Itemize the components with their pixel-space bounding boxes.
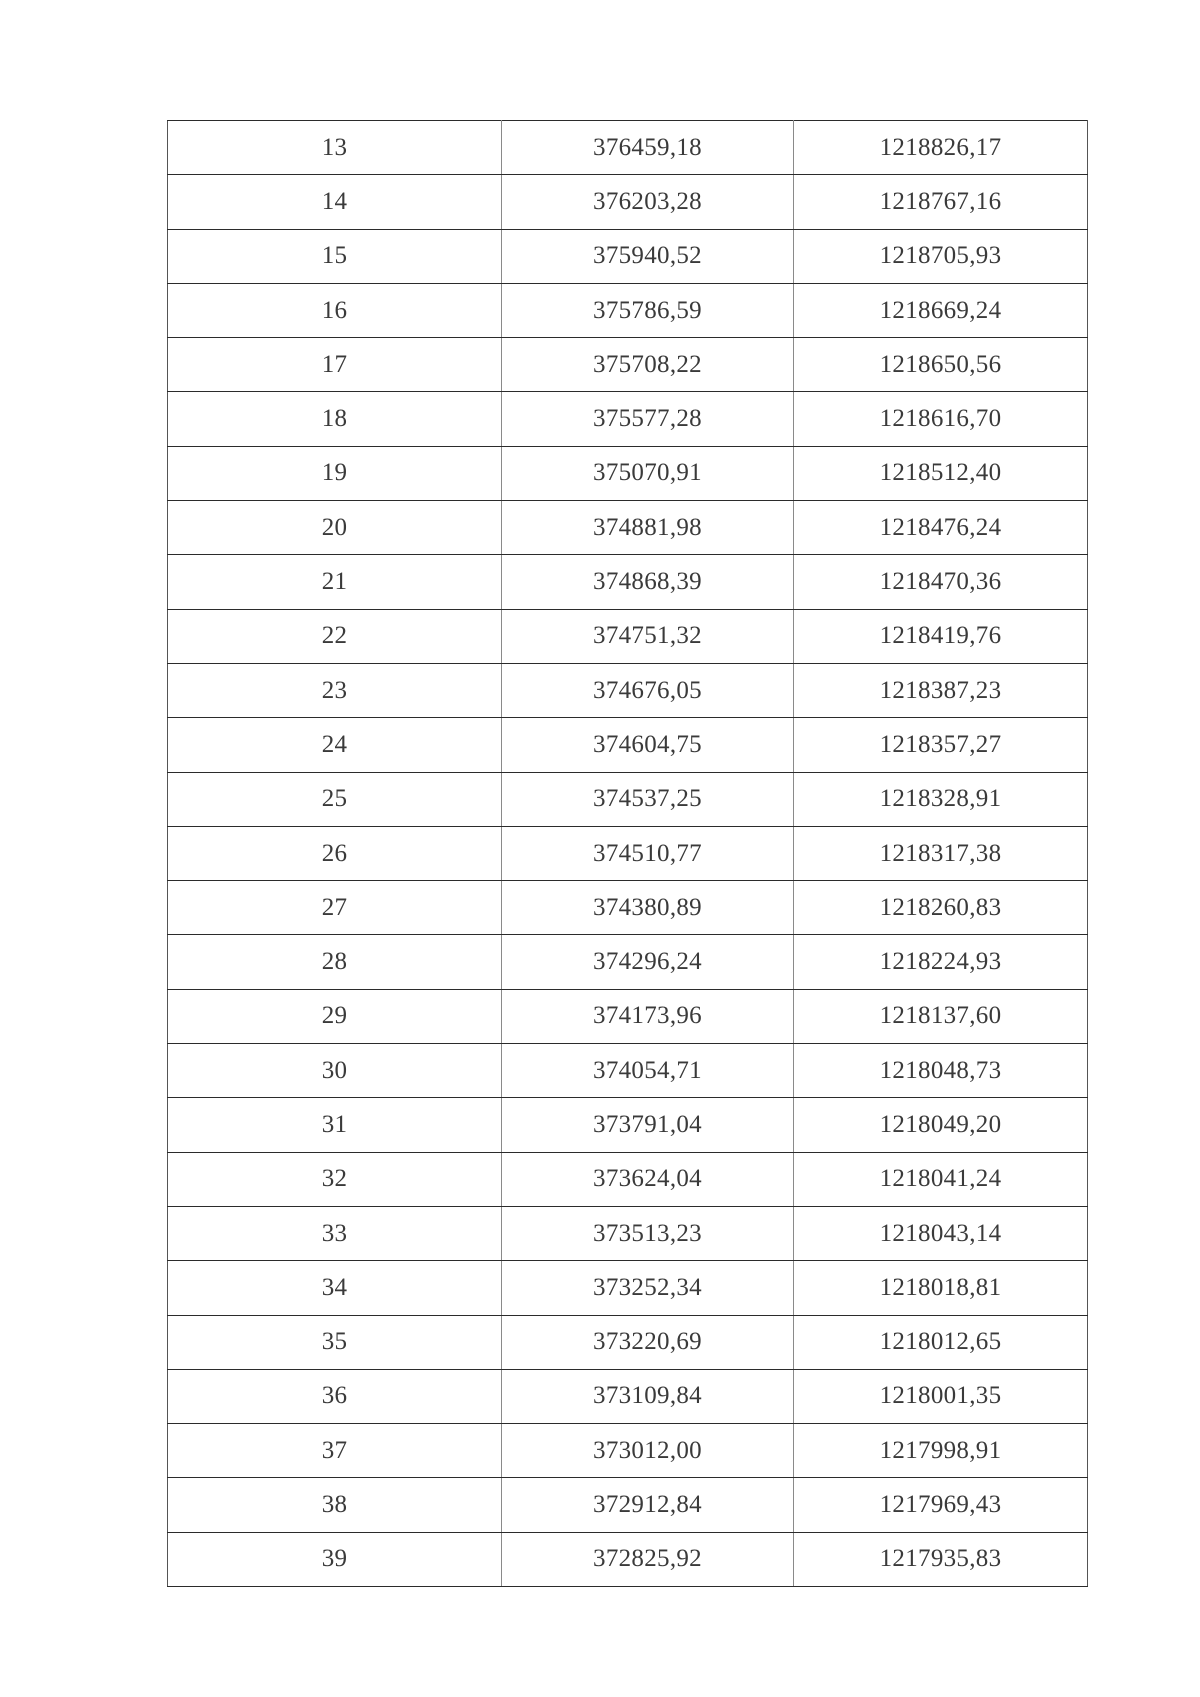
point-number-cell: 17 xyxy=(168,338,502,392)
table-row xyxy=(168,1369,1088,1423)
table-row xyxy=(168,338,1088,392)
table-row xyxy=(168,1152,1088,1206)
x-coordinate-cell: 376459,18 xyxy=(502,121,794,175)
table-row xyxy=(168,826,1088,880)
point-number-cell: 19 xyxy=(168,446,502,500)
y-coordinate-cell: 1218387,23 xyxy=(794,663,1088,717)
x-coordinate-cell: 374173,96 xyxy=(502,989,794,1043)
x-coordinate-cell: 374054,71 xyxy=(502,1044,794,1098)
point-number-cell: 30 xyxy=(168,1044,502,1098)
y-coordinate-cell: 1218616,70 xyxy=(794,392,1088,446)
coordinates-table-body xyxy=(168,121,1088,1587)
table-row xyxy=(168,446,1088,500)
point-number-cell: 33 xyxy=(168,1206,502,1260)
y-coordinate-cell: 1218419,76 xyxy=(794,609,1088,663)
table-row xyxy=(168,989,1088,1043)
point-number-cell: 35 xyxy=(168,1315,502,1369)
x-coordinate-cell: 373252,34 xyxy=(502,1261,794,1315)
point-number-cell: 34 xyxy=(168,1261,502,1315)
table-row xyxy=(168,1206,1088,1260)
y-coordinate-cell: 1218328,91 xyxy=(794,772,1088,826)
table-row xyxy=(168,283,1088,337)
point-number-cell: 32 xyxy=(168,1152,502,1206)
y-coordinate-cell: 1218476,24 xyxy=(794,501,1088,555)
x-coordinate-cell: 373791,04 xyxy=(502,1098,794,1152)
y-coordinate-cell: 1218001,35 xyxy=(794,1369,1088,1423)
x-coordinate-cell: 373012,00 xyxy=(502,1424,794,1478)
y-coordinate-cell: 1218357,27 xyxy=(794,718,1088,772)
x-coordinate-cell: 374380,89 xyxy=(502,881,794,935)
table-row xyxy=(168,121,1088,175)
y-coordinate-cell: 1218260,83 xyxy=(794,881,1088,935)
point-number-cell: 22 xyxy=(168,609,502,663)
y-coordinate-cell: 1218137,60 xyxy=(794,989,1088,1043)
y-coordinate-cell: 1218705,93 xyxy=(794,229,1088,283)
point-number-cell: 24 xyxy=(168,718,502,772)
x-coordinate-cell: 374537,25 xyxy=(502,772,794,826)
point-number-cell: 39 xyxy=(168,1532,502,1586)
y-coordinate-cell: 1218018,81 xyxy=(794,1261,1088,1315)
x-coordinate-cell: 375940,52 xyxy=(502,229,794,283)
x-coordinate-cell: 374510,77 xyxy=(502,826,794,880)
table-row xyxy=(168,501,1088,555)
table-row xyxy=(168,663,1088,717)
table-row xyxy=(168,935,1088,989)
table-row xyxy=(168,555,1088,609)
point-number-cell: 18 xyxy=(168,392,502,446)
x-coordinate-cell: 374296,24 xyxy=(502,935,794,989)
point-number-cell: 14 xyxy=(168,175,502,229)
point-number-cell: 27 xyxy=(168,881,502,935)
table-row xyxy=(168,175,1088,229)
x-coordinate-cell: 373624,04 xyxy=(502,1152,794,1206)
x-coordinate-cell: 374751,32 xyxy=(502,609,794,663)
y-coordinate-cell: 1218224,93 xyxy=(794,935,1088,989)
point-number-cell: 26 xyxy=(168,826,502,880)
y-coordinate-cell: 1218049,20 xyxy=(794,1098,1088,1152)
point-number-cell: 29 xyxy=(168,989,502,1043)
y-coordinate-cell: 1218043,14 xyxy=(794,1206,1088,1260)
table-row xyxy=(168,1261,1088,1315)
table-row xyxy=(168,718,1088,772)
x-coordinate-cell: 374604,75 xyxy=(502,718,794,772)
x-coordinate-cell: 374868,39 xyxy=(502,555,794,609)
x-coordinate-cell: 372825,92 xyxy=(502,1532,794,1586)
x-coordinate-cell: 373513,23 xyxy=(502,1206,794,1260)
table-row xyxy=(168,1044,1088,1098)
table-row xyxy=(168,881,1088,935)
table-row xyxy=(168,229,1088,283)
y-coordinate-cell: 1218012,65 xyxy=(794,1315,1088,1369)
y-coordinate-cell: 1218470,36 xyxy=(794,555,1088,609)
table-row xyxy=(168,772,1088,826)
x-coordinate-cell: 373220,69 xyxy=(502,1315,794,1369)
point-number-cell: 15 xyxy=(168,229,502,283)
x-coordinate-cell: 375786,59 xyxy=(502,283,794,337)
y-coordinate-cell: 1218041,24 xyxy=(794,1152,1088,1206)
x-coordinate-cell: 374881,98 xyxy=(502,501,794,555)
x-coordinate-cell: 372912,84 xyxy=(502,1478,794,1532)
x-coordinate-cell: 375070,91 xyxy=(502,446,794,500)
table-row xyxy=(168,609,1088,663)
y-coordinate-cell: 1218048,73 xyxy=(794,1044,1088,1098)
point-number-cell: 31 xyxy=(168,1098,502,1152)
x-coordinate-cell: 375577,28 xyxy=(502,392,794,446)
point-number-cell: 20 xyxy=(168,501,502,555)
point-number-cell: 28 xyxy=(168,935,502,989)
point-number-cell: 37 xyxy=(168,1424,502,1478)
y-coordinate-cell: 1218669,24 xyxy=(794,283,1088,337)
x-coordinate-cell: 373109,84 xyxy=(502,1369,794,1423)
y-coordinate-cell: 1218767,16 xyxy=(794,175,1088,229)
table-row xyxy=(168,1098,1088,1152)
table-row xyxy=(168,1315,1088,1369)
point-number-cell: 13 xyxy=(168,121,502,175)
point-number-cell: 38 xyxy=(168,1478,502,1532)
table-row xyxy=(168,1532,1088,1586)
x-coordinate-cell: 374676,05 xyxy=(502,663,794,717)
x-coordinate-cell: 375708,22 xyxy=(502,338,794,392)
point-number-cell: 25 xyxy=(168,772,502,826)
table-row xyxy=(168,392,1088,446)
y-coordinate-cell: 1217935,83 xyxy=(794,1532,1088,1586)
y-coordinate-cell: 1218826,17 xyxy=(794,121,1088,175)
y-coordinate-cell: 1218317,38 xyxy=(794,826,1088,880)
y-coordinate-cell: 1218512,40 xyxy=(794,446,1088,500)
x-coordinate-cell: 376203,28 xyxy=(502,175,794,229)
point-number-cell: 23 xyxy=(168,663,502,717)
point-number-cell: 16 xyxy=(168,283,502,337)
y-coordinate-cell: 1217998,91 xyxy=(794,1424,1088,1478)
table-row xyxy=(168,1424,1088,1478)
y-coordinate-cell: 1218650,56 xyxy=(794,338,1088,392)
y-coordinate-cell: 1217969,43 xyxy=(794,1478,1088,1532)
coordinates-table xyxy=(167,120,1088,1587)
point-number-cell: 21 xyxy=(168,555,502,609)
table-row xyxy=(168,1478,1088,1532)
point-number-cell: 36 xyxy=(168,1369,502,1423)
